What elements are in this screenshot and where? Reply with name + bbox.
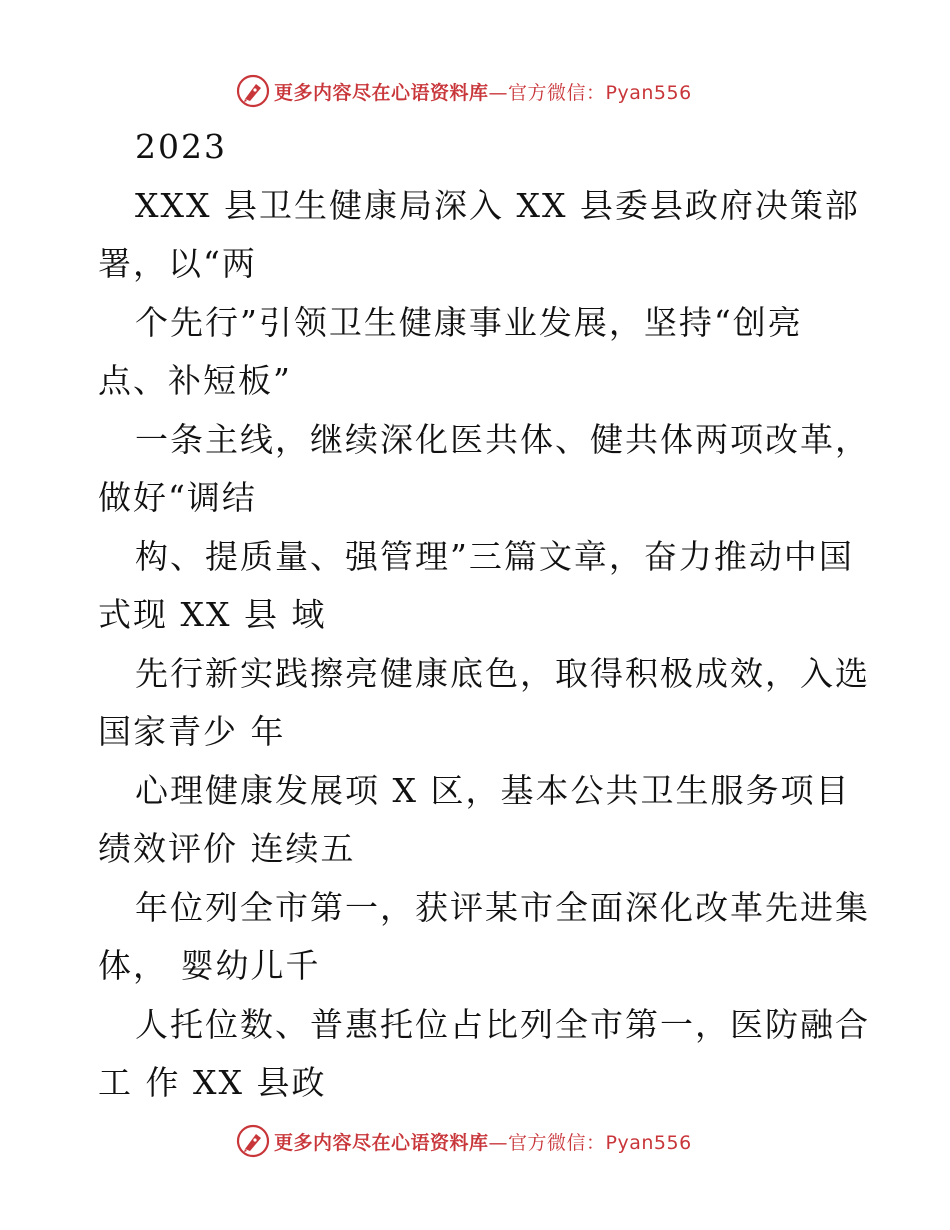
watermark-wechat-label: 官方微信： bbox=[508, 1131, 606, 1154]
text-line: 点、补短板” bbox=[98, 361, 292, 400]
text-line: 工 作 XX 县政 bbox=[98, 1063, 327, 1102]
watermark-separator: — bbox=[488, 1131, 509, 1154]
footer-watermark bbox=[236, 1124, 692, 1158]
header-watermark bbox=[236, 74, 692, 108]
text-line: 署，以“两 bbox=[98, 244, 257, 283]
text-line: 一条主线，继续深化医共体、健共体两项改革， bbox=[135, 420, 870, 459]
watermark-wechat-id: Pyan556 bbox=[605, 1131, 692, 1154]
text-line: 先行新实践擦亮健康底色，取得积极成效，入选 bbox=[135, 654, 870, 693]
text-line: 个先行”引领卫生健康事业发展，坚持“创亮 bbox=[135, 303, 803, 342]
watermark-text bbox=[274, 1128, 692, 1155]
text-line-year: 2023 bbox=[135, 127, 227, 166]
text-line: 人托位数、普惠托位占比列全市第一，医防融合 bbox=[135, 1005, 870, 1044]
text-line: 国家青少 年 bbox=[98, 712, 286, 751]
text-line: 构、提质量、强管理”三篇文章，奋力推动中国 bbox=[135, 537, 854, 576]
text-line: 心理健康发展项 X 区，基本公共卫生服务项目 bbox=[135, 771, 851, 810]
watermark-wechat-id: Pyan556 bbox=[605, 81, 692, 104]
text-line: XXX 县卫生健康局深入 XX 县委县政府决策部 bbox=[135, 186, 860, 225]
text-line: 体， 婴幼儿千 bbox=[98, 946, 321, 985]
watermark-wechat-label: 官方微信： bbox=[508, 81, 606, 104]
text-line: 绩效评价 连续五 bbox=[98, 829, 356, 868]
pen-nib-logo-icon bbox=[236, 74, 270, 108]
text-line: 做好“调结 bbox=[98, 478, 257, 517]
watermark-brand: 更多内容尽在心语资料库 bbox=[274, 81, 489, 104]
watermark-separator: — bbox=[488, 81, 509, 104]
pen-nib-logo-icon bbox=[236, 1124, 270, 1158]
watermark-brand: 更多内容尽在心语资料库 bbox=[274, 1131, 489, 1154]
watermark-text bbox=[274, 78, 692, 105]
text-line: 年位列全市第一，获评某市全面深化改革先进集 bbox=[135, 888, 870, 927]
text-line: 式现 XX 县 域 bbox=[98, 595, 327, 634]
